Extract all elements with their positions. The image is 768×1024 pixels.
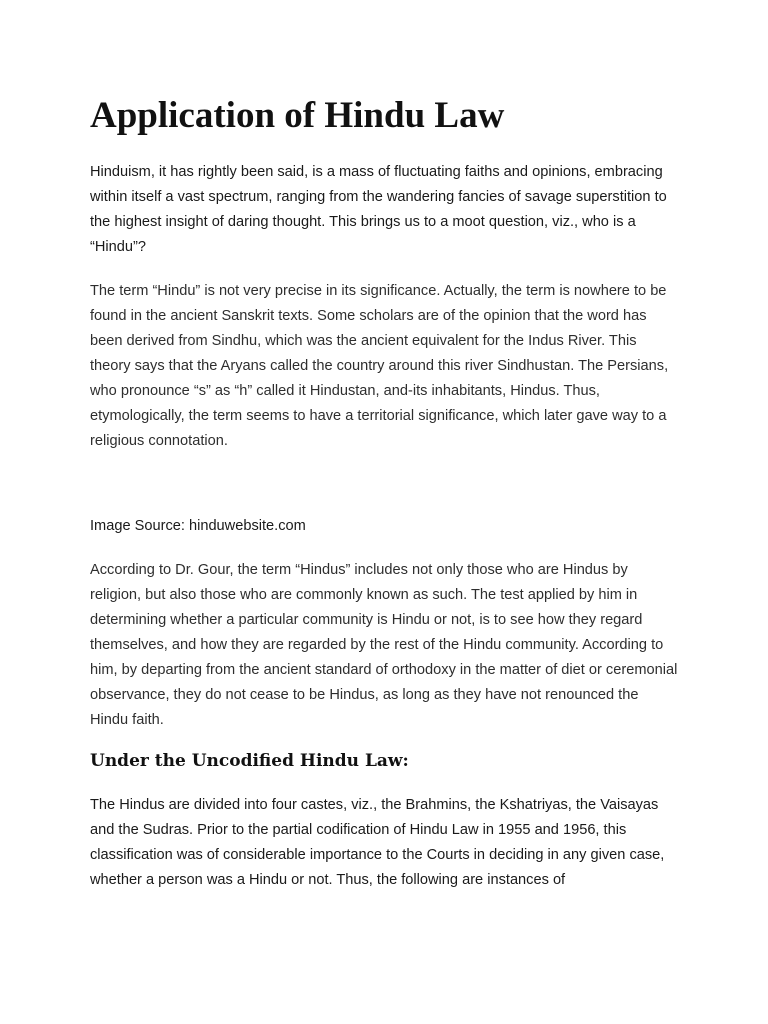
section-heading: Under the Uncodified Hindu Law: <box>90 751 409 771</box>
paragraph-term-hindu: The term “Hindu” is not very precise in its significance. Actually, the term is nowhere to be found in the ancient Sanskrit texts. Some scholars are of the opinion that the word has been derived from Sindhu, which was the ancient equivalent for the Indus River. This theory says that the Aryans called the country around this river Sindhustan. The Persians, who pronounce “s” as “h” called it Hindustan, and-its inhabitants, Hindus. Thus, etymologically, the term seems to have a territorial significance, which later gave way to a religious connotation. <box>90 283 669 449</box>
paragraph-dr-gour: According to Dr. Gour, the term “Hindus” includes not only those who are Hindus by religion, but also those who are commonly known as such. The test applied by him in determining whether a particular community is Hindu or not, is to see how they regard themselves, and how they are regarded by the rest of the Hindu community. According to him, by departing from the ancient standard of orthodoxy in the matter of diet or ceremonial observance, they do not cease to be Hindus, as long as they have not renounced the Hindu faith. <box>90 562 678 728</box>
page-title: Application of Hindu Law <box>90 95 505 136</box>
image-source-caption: Image Source: hinduwebsite.com <box>90 518 306 534</box>
paragraph-intro: Hinduism, it has rightly been said, is a mass of fluctuating faiths and opinions, embracing within itself a vast spectrum, ranging from the wandering fancies of savage superstition to the highest insight of daring thought. This brings us to a moot question, viz., who is a “Hindu”? <box>90 164 667 255</box>
paragraph-castes: The Hindus are divided into four castes, viz., the Brahmins, the Kshatriyas, the Vaisayas and the Sudras. Prior to the partial codification of Hindu Law in 1955 and 1956, this classification was of considerable importance to the Courts in deciding in any given case, whether a person was a Hindu or not. Thus, the following are instances of <box>90 797 665 888</box>
